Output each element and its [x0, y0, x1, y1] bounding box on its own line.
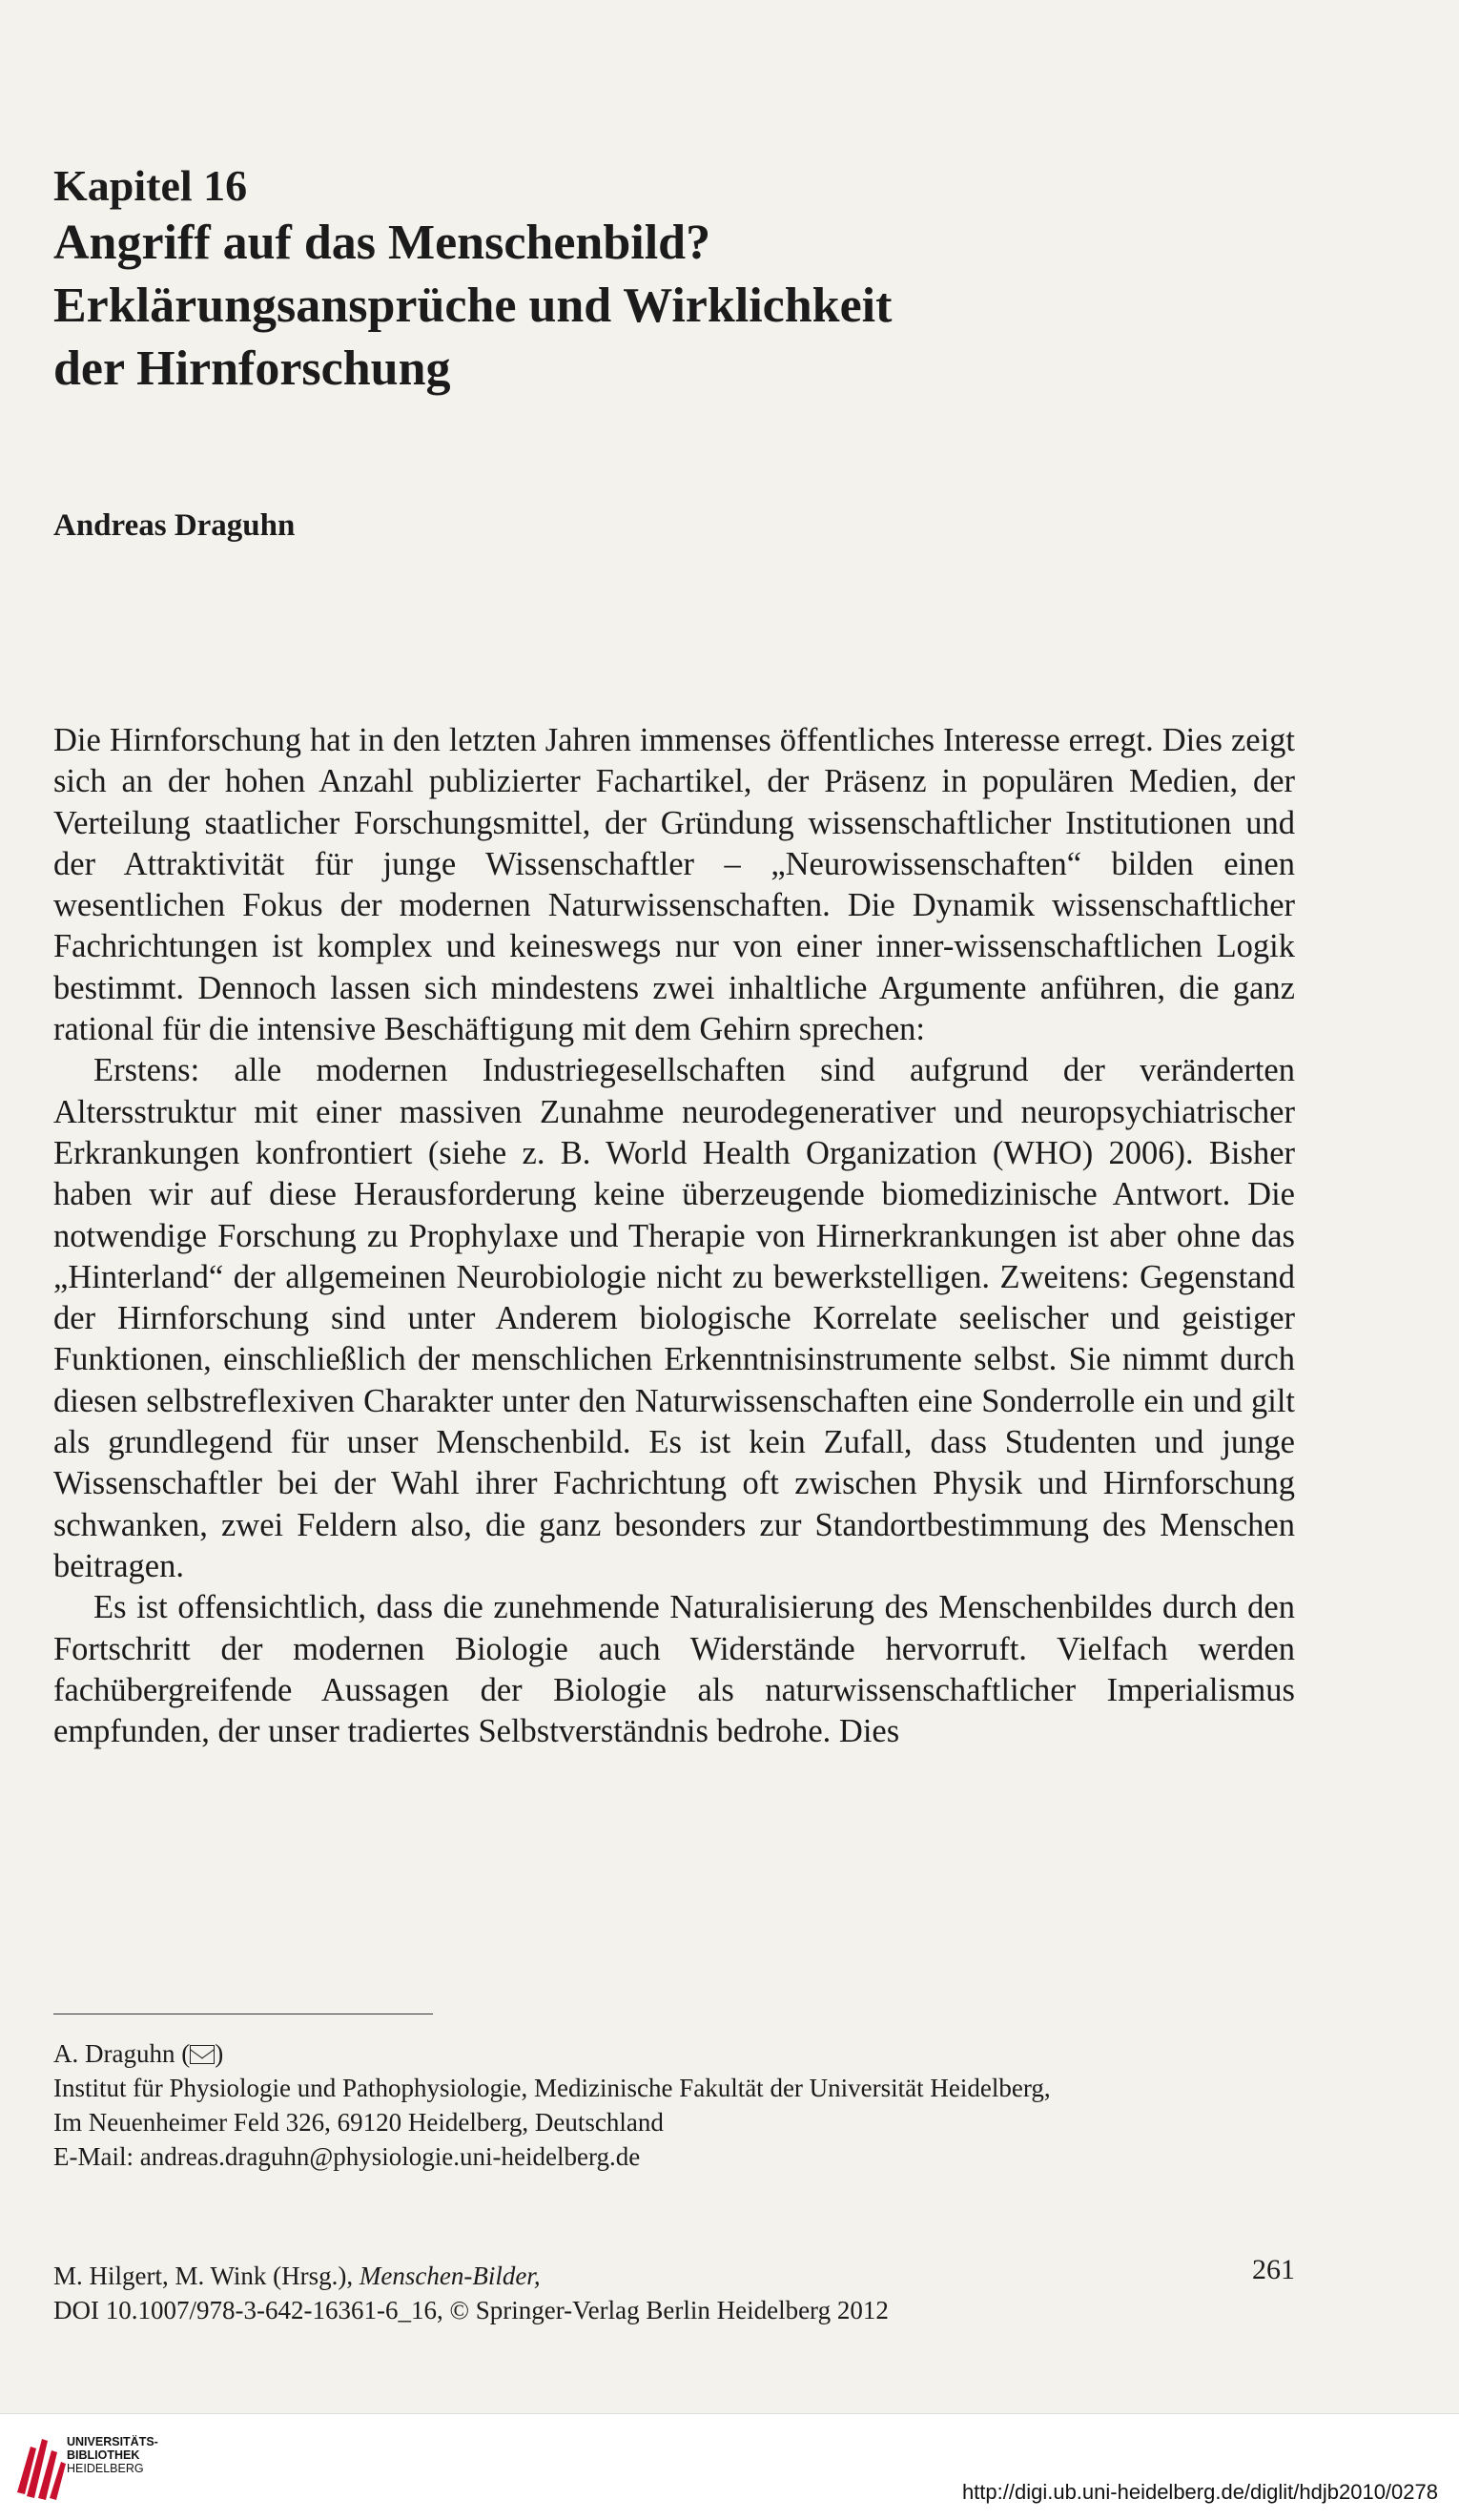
chapter-title-line-1: Angriff auf das Menschenbild? [53, 216, 711, 270]
paragraph-1: Die Hirnforschung hat in den letzten Jahren immenses öffentliches Interesse erregt. Dies zeigt sich an der hohen Anzahl publizierter Fachartikel, der Präsenz in populären Medien, der Verteilung staatlicher Forschungsmittel, der Gründung wissenschaftlicher Institutionen und der Attraktivität für junge Wissenschaftler – „Neurowissenschaften“ bilden einen wesentlichen Fokus der modernen Naturwissenschaften. Die Dynamik wissenschaftlicher Fachrichtungen ist komplex und keineswegs nur von einer inner-wissenschaftlichen Logik bestimmt. Dennoch lassen sich mindestens zwei inhaltliche Argumente anführen, die ganz rational für die intensive Beschäftigung mit dem Gehirn sprechen: [53, 722, 1295, 1048]
chapter-title-line-3: der Hirnforschung [53, 341, 451, 396]
chapter-number: Kapitel 16 [53, 161, 248, 210]
affiliation-name: A. Draguhn ( [53, 2039, 191, 2068]
citation-editors: M. Hilgert, M. Wink (Hrsg.), [53, 2262, 360, 2290]
document-url-link[interactable]: http://digi.ub.uni-heidelberg.de/diglit/hdjb2010/0278 [961, 2480, 1438, 2504]
author-name: Andreas Draguhn [53, 508, 296, 543]
book-citation [53, 2259, 1295, 2327]
affiliation-name-line [53, 2036, 1312, 2071]
envelope-icon [190, 2045, 215, 2064]
citation-doi: DOI 10.1007/978-3-642-16361-6_16, © Springer-Verlag Berlin Heidelberg 2012 [53, 2296, 889, 2324]
paragraph-3: Es ist offensichtlich, dass die zunehmende Naturalisierung des Menschenbildes durch den Fortschritt der modernen Biologie auch Widerstände hervorruft. Vielfach werden fachübergreifende Aussagen der Biologie als naturwissenschaftlicher Imperialismus empfunden, der unser tradiertes Selbstverständnis bedrohe. Dies [53, 1589, 1295, 1750]
chapter-heading [53, 160, 1245, 401]
affiliation-institute: Institut für Physiologie und Pathophysiologie, Medizinische Fakultät der Universität Heidelberg, [53, 2074, 1051, 2102]
library-logo-text [67, 2435, 158, 2475]
logo-line-3: HEIDELBERG [67, 2462, 144, 2475]
chapter-title-line-2: Erklärungsansprüche und Wirklichkeit [53, 279, 893, 333]
paragraph-2: Erstens: alle modernen Industriegesellschaften sind aufgrund der veränderten Altersstruktur mit einer massiven Zunahme neurodegenerativer und neuropsychiatrischer Erkrankungen konfrontiert (siehe z. B. World Health Organization (WHO) 2006). Bisher haben wir auf diese Herausforderung keine überzeugende biomedizinische Antwort. Die notwendige Forschung zu Prophylaxe und Therapie von Hirnerkrankungen ist aber ohne das „Hinterland“ der allgemeinen Neurobiologie nicht zu bewerkstelligen. Zweitens: Gegenstand der Hirnforschung sind unter Anderem biologische Korrelate seelischer und geistiger Funktionen, einschließlich der menschlichen Erkenntnisinstrumente selbst. Sie nimmt durch diesen selbstreflexiven Charakter unter den Naturwissenschaften eine Sonderrolle ein und gilt als grundlegend für unser Menschenbild. Es ist kein Zufall, dass Studenten und junge Wissenschaftler bei der Wahl ihrer Fachrichtung oft zwischen Physik und Hirnforschung schwanken, zwei Feldern also, die ganz besonders zur Standortbestimmung des Menschen beitragen. [53, 1052, 1295, 1584]
page-number: 261 [1252, 2254, 1295, 2285]
author-affiliation [53, 2036, 1312, 2174]
logo-line-2: BIBLIOTHEK [67, 2448, 140, 2462]
affiliation-address: Im Neuenheimer Feld 326, 69120 Heidelberg, Deutschland [53, 2108, 664, 2137]
affiliation-email: E-Mail: andreas.draguhn@physiologie.uni-heidelberg.de [53, 2142, 641, 2171]
citation-line-1 [53, 2259, 1295, 2293]
citation-book-title: Menschen-Bilder, [359, 2262, 541, 2290]
body-text [53, 720, 1295, 1752]
affiliation-name-close: ) [215, 2039, 224, 2068]
logo-line-1: UNIVERSITÄTS- [67, 2435, 158, 2448]
